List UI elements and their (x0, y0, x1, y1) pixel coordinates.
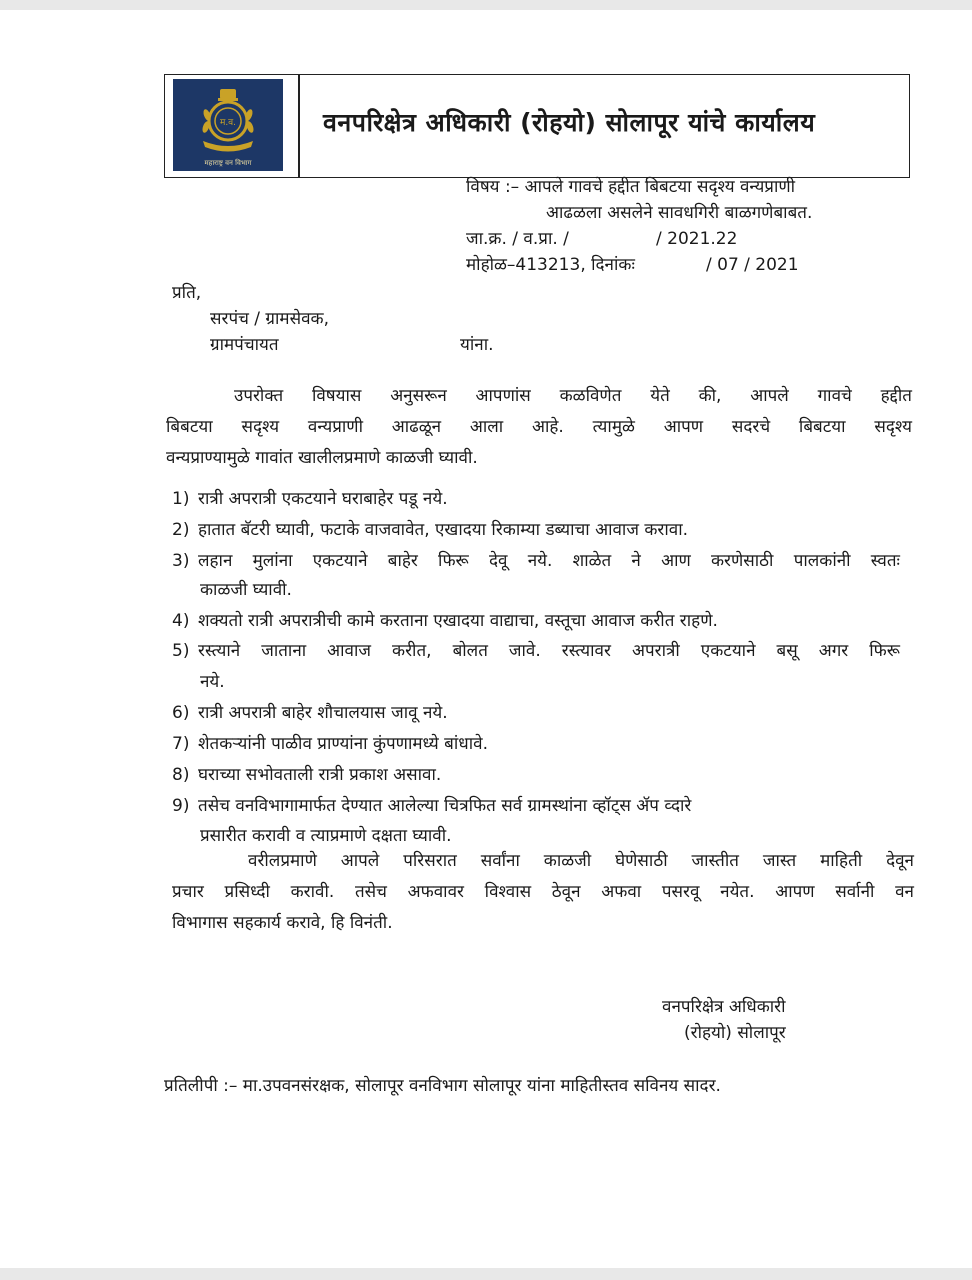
signature-line-2: (रोहयो) सोलापूर (684, 1023, 786, 1043)
addressee-line-2: ग्रामपंचायत (210, 335, 279, 355)
intro-line-1: उपरोक्त विषयास अनुसरून आपणांस कळविणेत येते की, आपले गावचे हद्दीत (234, 386, 912, 406)
signature-line-1: वनपरिक्षेत्र अधिकारी (662, 997, 786, 1017)
addressee-suffix: यांना. (460, 335, 494, 355)
letterhead (164, 74, 910, 178)
place-date-prefix: मोहोळ–413213, दिनांकः (466, 255, 635, 275)
letter-page (0, 10, 972, 1268)
list-item: 5) रस्त्याने जाताना आवाज करीत, बोलत जावे. रस्त्यावर अपरात्री एकटयाने बसू अगर फिरू (172, 641, 900, 661)
list-item-continuation: काळजी घ्यावी. (200, 580, 292, 600)
list-item: 2) हातात बॅटरी घ्यावी, फटाके वाजवावेत, एखादया रिकाम्या डब्याचा आवाज करावा. (172, 520, 689, 540)
closing-line-3: विभागास सहकार्य करावे, हि विनंती. (172, 913, 393, 933)
list-item: 6) रात्री अपरात्री बाहेर शौचालयास जावू नये. (172, 703, 448, 723)
date-suffix: / 07 / 2021 (706, 255, 799, 275)
list-item: 9) तसेच वनविभागामार्फत देण्यात आलेल्या चित्रफित सर्व ग्रामस्थांना व्हॉट्स ॲप व्दारे (172, 796, 692, 816)
list-item: 4) शक्यतो रात्री अपरात्रीची कामे करताना एखादया वाद्याचा, वस्तूचा आवाज करीत राहणे. (172, 611, 718, 631)
addressee-line-1: सरपंच / ग्रामसेवक, (210, 309, 329, 329)
list-item-continuation: नये. (200, 672, 225, 692)
addressee-to: प्रति, (172, 283, 202, 303)
header-divider (298, 75, 300, 177)
intro-paragraph (166, 381, 912, 474)
forest-department-logo (173, 79, 283, 171)
reference-number-suffix: / 2021.22 (656, 229, 738, 249)
list-item: 7) शेतकऱ्यांनी पाळीव प्राण्यांना कुंपणामध्ये बांधावे. (172, 734, 489, 754)
closing-line-2: प्रचार प्रसिध्दी करावी. तसेच अफवावर विश्वास ठेवून अफवा पसरवू नयेत. आपण सर्वानी वन (172, 882, 914, 902)
intro-line-3: वन्यप्राण्यामुळे गावांत खालीलप्रमाणे काळजी घ्यावी. (166, 448, 478, 468)
list-item: 1) रात्री अपरात्री एकटयाने घराबाहेर पडू नये. (172, 489, 448, 509)
subject-line-1: विषय :– आपले गावचे हद्दीत बिबटया सदृश्य वन्यप्राणी (466, 177, 796, 197)
intro-line-2: बिबटया सदृश्य वन्यप्राणी आढळून आला आहे. त्यामुळे आपण सदरचे बिबटया सदृश्य (166, 417, 912, 437)
emblem-text: म.व. (219, 118, 237, 128)
emblem-icon (173, 79, 283, 171)
list-item: 8) घराच्या सभोवताली रात्री प्रकाश असावा. (172, 765, 442, 785)
subject-line-2: आढळला असलेने सावधगिरी बाळगणेबाबत. (546, 203, 813, 223)
closing-line-1: वरीलप्रमाणे आपले परिसरात सर्वांना काळजी घेणेसाठी जास्तीत जास्त माहिती देवून (248, 851, 914, 871)
logo-caption: महाराष्ट्र वन विभाग (204, 159, 252, 167)
list-item: 3) लहान मुलांना एकटयाने बाहेर फिरू देवू नये. शाळेत ने आण करणेसाठी पालकांनी स्वतः (172, 551, 900, 571)
copy-to-line: प्रतिलीपी :– मा.उपवनसंरक्षक, सोलापूर वनविभाग सोलापूर यांना माहितीस्तव सविनय सादर. (164, 1076, 721, 1096)
office-title: वनपरिक्षेत्र अधिकारी (रोहयो) सोलापूर यांचे कार्यालय (323, 108, 816, 137)
list-item-continuation: प्रसारीत करावी व त्याप्रमाणे दक्षता घ्यावी. (200, 826, 452, 846)
reference-number-prefix: जा.क्र. / व.प्रा. / (466, 229, 569, 249)
closing-paragraph (172, 846, 914, 939)
